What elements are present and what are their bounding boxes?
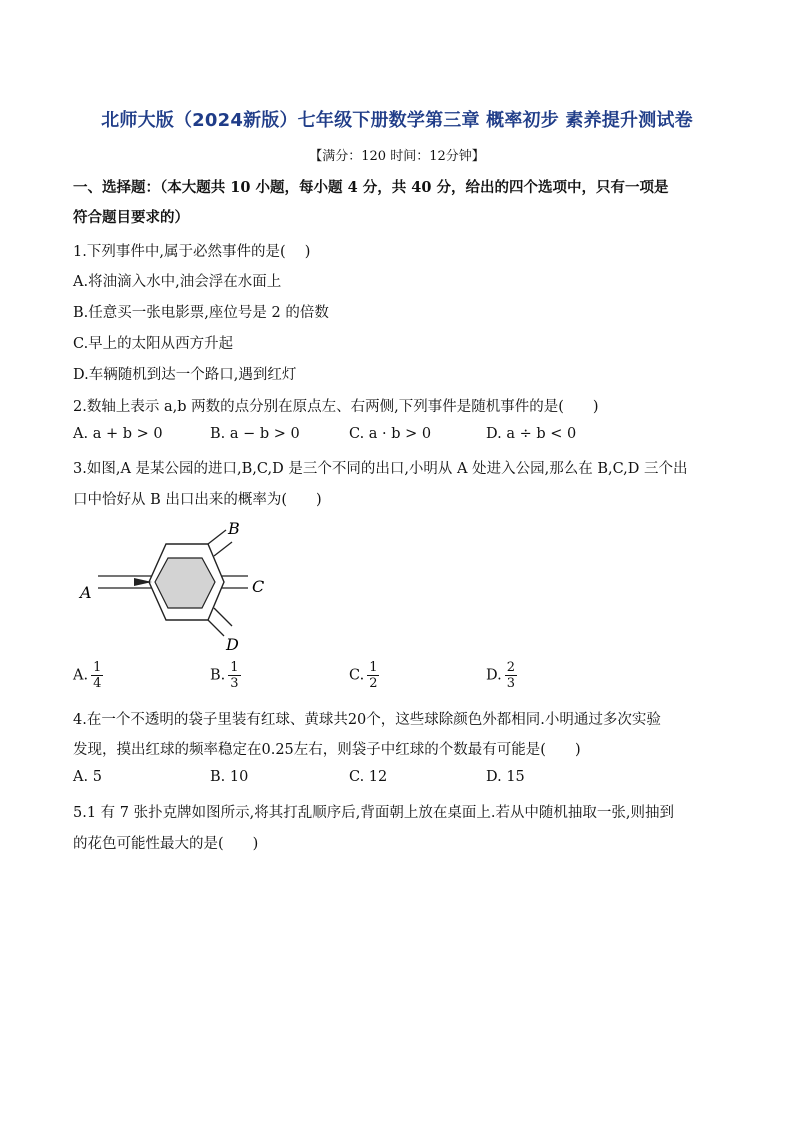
- denominator: 3: [230, 676, 239, 691]
- q2-option-c: C. a · b > 0: [349, 426, 432, 442]
- fraction: [228, 660, 240, 691]
- q3-stem-line1: 3.如图,A 是某公园的进口,B,C,D 是三个不同的出口,小明从 A 处进入公园,那么在 B,C,D 三个出: [73, 461, 688, 477]
- q3-option-b-prefix: B.: [210, 667, 226, 684]
- figure-label-d: D: [226, 635, 239, 654]
- q3-option-a: [73, 660, 103, 691]
- q2-option-b: B. a − b > 0: [210, 426, 300, 442]
- fraction: [367, 660, 379, 691]
- numerator: 1: [369, 660, 378, 675]
- exit-d-line1: [208, 620, 224, 636]
- q3-option-d-prefix: D.: [486, 667, 502, 684]
- figure-label-c: C: [252, 577, 265, 596]
- q1-option-b: B.任意买一张电影票,座位号是 2 的倍数: [73, 305, 329, 321]
- section-heading-line1: 一、选择题：（本大题共 10 小题，每小题 4 分，共 40 分，给出的四个选项中，只有一项是: [73, 179, 669, 196]
- q4-option-b: B. 10: [210, 769, 249, 785]
- q3-option-d: [486, 660, 517, 691]
- numerator: 2: [506, 660, 515, 675]
- q2-option-d: D. a ÷ b < 0: [486, 426, 577, 442]
- denominator: 4: [93, 676, 102, 691]
- q3-option-b: [210, 660, 241, 691]
- fraction: [505, 660, 517, 691]
- park-hexagon-figure: [72, 516, 282, 656]
- q3-option-a-prefix: A.: [73, 667, 89, 684]
- numerator: 1: [93, 660, 102, 675]
- q5-stem-line2: 的花色可能性最大的是( ): [73, 836, 259, 852]
- numerator: 1: [230, 660, 239, 675]
- q2-option-a: A. a + b > 0: [73, 426, 163, 442]
- q1-option-d: D.车辆随机到达一个路口,遇到红灯: [73, 367, 297, 383]
- denominator: 3: [506, 676, 515, 691]
- entry-arrow-icon: [134, 578, 152, 586]
- q3-stem-line2: 口中恰好从 B 出口出来的概率为( ): [73, 492, 322, 508]
- section-heading-line2: 符合题目要求的）: [73, 209, 189, 226]
- q4-option-d: D. 15: [486, 769, 525, 785]
- q3-option-c: [349, 660, 379, 691]
- q2-stem: 2.数轴上表示 a,b 两数的点分别在原点左、右两侧,下列事件是随机事件的是( ): [73, 399, 599, 415]
- q4-stem-line2: 发现，摸出红球的频率稳定在0.25左右，则袋子中红球的个数最有可能是( ): [73, 742, 581, 758]
- fraction: [91, 660, 103, 691]
- figure-label-a: A: [80, 583, 92, 602]
- figure-label-b: B: [228, 519, 240, 538]
- q1-option-a: A.将油滴入水中,油会浮在水面上: [73, 274, 282, 290]
- exam-meta: 【满分：120 时间：12分钟】: [309, 149, 485, 164]
- q5-stem-line1: 5.1 有 7 张扑克牌如图所示,将其打乱顺序后,背面朝上放在桌面上.若从中随机抽取一张,则抽到: [73, 805, 675, 821]
- exit-d-line2: [214, 608, 232, 626]
- q4-option-a: A. 5: [73, 769, 102, 785]
- exit-b-line2: [214, 542, 232, 556]
- inner-hexagon: [155, 558, 215, 608]
- q4-option-c: C. 12: [349, 769, 388, 785]
- q1-stem: 1.下列事件中,属于必然事件的是( ): [73, 244, 311, 260]
- page-title: 北师大版（2024新版）七年级下册数学第三章 概率初步 素养提升测试卷: [101, 110, 693, 131]
- q4-stem-line1: 4.在一个不透明的袋子里装有红球、黄球共20个，这些球除颜色外都相同.小明通过多次实验: [73, 712, 661, 728]
- denominator: 2: [369, 676, 378, 691]
- q3-option-c-prefix: C.: [349, 667, 365, 684]
- exit-b-line1: [208, 530, 226, 544]
- q1-option-c: C.早上的太阳从西方升起: [73, 336, 234, 352]
